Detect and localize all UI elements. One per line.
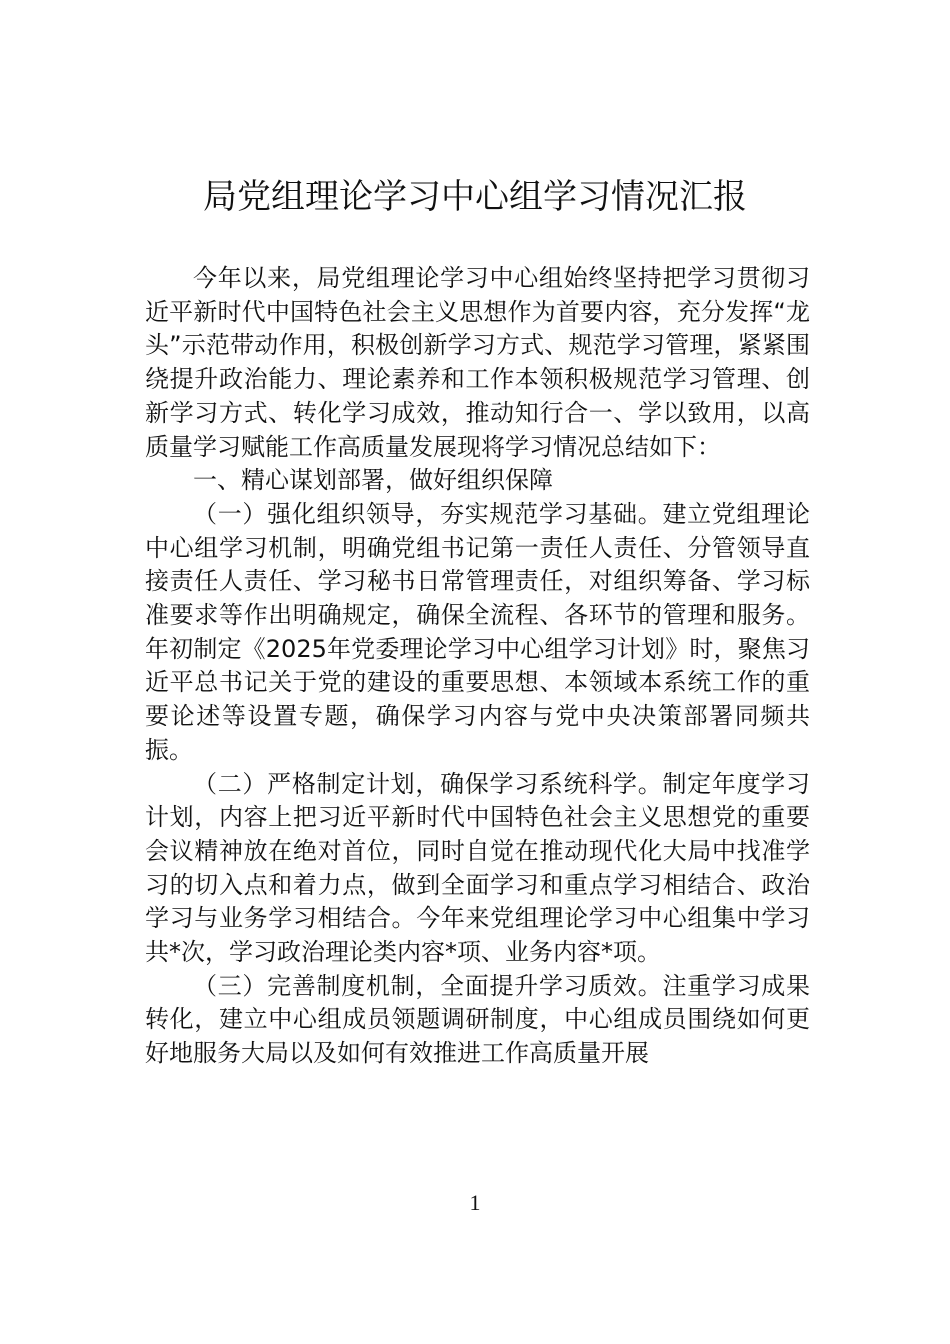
intro-paragraph: 今年以来，局党组理论学习中心组始终坚持把学习贯彻习近平新时代中国特色社会主义思想作为首要内容，充分发挥“龙头”示范带动作用，积极创新学习方式、规范学习管理，紧紧围绕提升政治能力、理论素养和工作本领积极规范学习管理、创新学习方式、转化学习成效，推动知行合一、学以致用，以高质量学习赋能工作高质量发展现将学习情况总结如下： bbox=[145, 264, 810, 461]
subsection-paragraph-1: （一）强化组织领导，夯实规范学习基础。建立党组理论中心组学习机制，明确党组书记第一责任人责任、分管领导直接责任人责任、学习秘书日常管理责任，对组织筹备、学习标准要求等作出明确规定，确保全流程、各环节的管理和服务。年初制定《2025年党委理论学习中心组学习计划》时，聚焦习近平总书记关于党的建设的重要思想、本领域本系统工作的重要论述等设置专题，确保学习内容与党中央决策部署同频共振。 bbox=[145, 499, 810, 764]
document-body bbox=[145, 262, 810, 1071]
page-number: 1 bbox=[469, 1190, 481, 1215]
section-heading-1: 一、精心谋划部署，做好组织保障 bbox=[193, 466, 553, 495]
subsection-paragraph-2: （二）严格制定计划，确保学习系统科学。制定年度学习计划，内容上把习近平新时代中国特色社会主义思想党的重要会议精神放在绝对首位，同时自觉在推动现代化大局中找准学习的切入点和着力点，做到全面学习和重点学习相结合、政治学习与业务学习相结合。今年来党组理论学习中心组集中学习共*次，学习政治理论类内容*项、业务内容*项。 bbox=[145, 769, 810, 967]
document-title: 局党组理论学习中心组学习情况汇报 bbox=[203, 177, 747, 217]
subsection-paragraph-3: （三）完善制度机制，全面提升学习质效。注重学习成果转化，建立中心组成员领题调研制度，中心组成员围绕如何更好地服务大局以及如何有效推进工作高质量开展 bbox=[145, 971, 810, 1068]
